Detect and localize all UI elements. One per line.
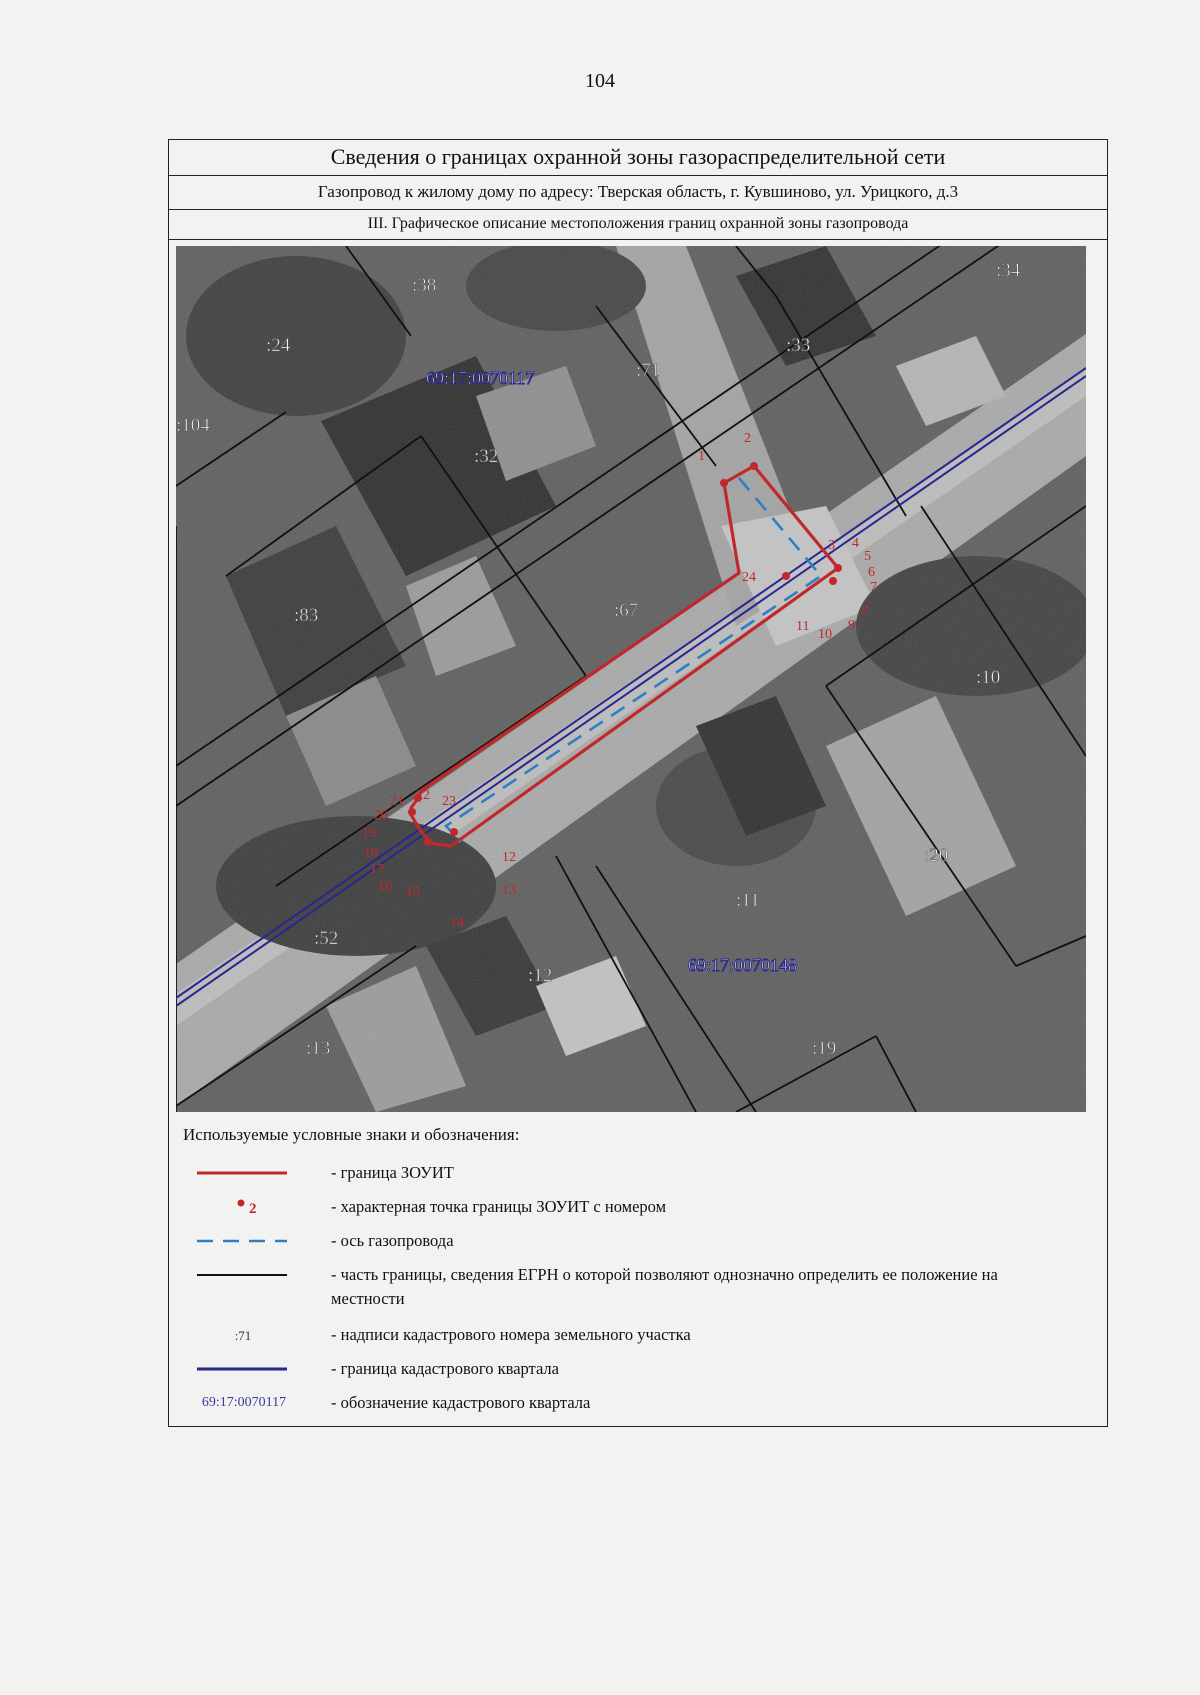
document-frame (168, 139, 1108, 1427)
parcel-label: :33 (786, 335, 811, 356)
parcel-label: :104 (176, 415, 210, 436)
legend-text: - часть границы, сведения ЕГРН о которой позволяют однозначно определить ее положение на местности (331, 1265, 998, 1308)
legend-text: - характерная точка границы ЗОУИТ с номером (331, 1197, 667, 1216)
point-label: 7 (870, 580, 877, 595)
parcel-label: :32 (474, 446, 499, 467)
boundary-point (834, 564, 842, 572)
parcel-label: :20 (924, 845, 949, 866)
legend-symbol-blue-line (191, 1357, 295, 1387)
legend-item-pipeline-axis (183, 1229, 1083, 1261)
point-label: 5 (864, 549, 871, 564)
point-label: 3 (828, 538, 835, 553)
map-view[interactable] (176, 246, 1086, 1112)
point-label: 20 (374, 808, 388, 823)
point-label: 15 (406, 885, 420, 900)
point-label: 9 (848, 618, 855, 633)
legend-text: - граница кадастрового квартала (331, 1359, 559, 1378)
boundary-point (408, 808, 416, 816)
boundary-point (424, 838, 432, 846)
point-label: 1 (698, 449, 705, 464)
legend-item-quarter-label (183, 1391, 1083, 1423)
boundary-point (750, 462, 758, 470)
parcel-label: :11 (736, 890, 760, 911)
point-label: 24 (742, 570, 756, 585)
legend-text: - ось газопровода (331, 1231, 454, 1250)
point-label: 14 (450, 915, 464, 930)
legend-point-number: 2 (249, 1201, 257, 1217)
section-heading: III. Графическое описание местоположения границ охранной зоны газопровода (169, 210, 1107, 240)
point-label: 13 (502, 883, 516, 898)
parcel-label: :38 (412, 275, 437, 296)
legend-symbol-blue-dashed (191, 1229, 295, 1259)
boundary-point (450, 828, 458, 836)
point-label: 11 (796, 619, 810, 634)
legend-quarter-example: 69:17:0070117 (201, 1395, 287, 1410)
legend-text: - надписи кадастрового номера земельного участка (331, 1325, 691, 1344)
document-subtitle: Газопровод к жилому дому по адресу: Тверская область, г. Кувшиново, ул. Урицкого, д.3 (169, 176, 1107, 210)
boundary-point (782, 572, 790, 580)
document-title: Сведения о границах охранной зоны газораспределительной сети (169, 140, 1107, 176)
point-label: 23 (442, 794, 456, 809)
legend-symbol-red-point (191, 1195, 295, 1225)
parcel-label: :52 (314, 928, 339, 949)
boundary-point (829, 577, 837, 585)
parcel-label: :13 (306, 1038, 331, 1059)
point-label: 2 (744, 431, 751, 446)
parcel-label: :71 (636, 360, 661, 381)
legend-item-parcel-boundary (183, 1263, 1083, 1319)
parcel-label: :12 (528, 965, 553, 986)
legend-item-zone-boundary (183, 1161, 1083, 1193)
parcel-label: :83 (294, 605, 319, 626)
point-label: 10 (818, 627, 832, 642)
parcel-label: :19 (812, 1038, 837, 1059)
page-number: 104 (585, 70, 615, 92)
legend-text: - обозначение кадастрового квартала (331, 1393, 591, 1412)
boundary-point (720, 479, 728, 487)
legend-item-quarter-boundary (183, 1357, 1083, 1389)
point-label: 12 (502, 850, 516, 865)
point-label: 21 (390, 794, 404, 809)
point-label: 17 (370, 862, 384, 877)
legend-symbol-black-line (191, 1263, 295, 1293)
point-label: 8 (862, 603, 869, 618)
point-label: 4 (852, 536, 859, 551)
parcel-label: :24 (266, 335, 291, 356)
legend-symbol-red-line (191, 1161, 295, 1191)
point-label: 18 (364, 846, 378, 861)
parcel-label: :10 (976, 667, 1001, 688)
map-canvas (176, 246, 1086, 1112)
point-label: 16 (378, 879, 392, 894)
quarter-label: 69:17:0070148 (688, 955, 798, 975)
quarter-label: 69:17:0070117 (426, 368, 535, 388)
point-label: 22 (416, 788, 430, 803)
parcel-label: :34 (996, 260, 1021, 281)
legend-symbol-parcel-label (191, 1323, 295, 1353)
legend-text: - граница ЗОУИТ (331, 1163, 454, 1182)
legend-item-parcel-number (183, 1323, 1083, 1355)
photo-grain (176, 246, 1086, 1112)
point-label: 6 (868, 565, 875, 580)
parcel-label: :67 (614, 600, 639, 621)
legend-title: Используемые условные знаки и обозначения: (183, 1125, 520, 1144)
legend-symbol-quarter-label (191, 1391, 295, 1421)
legend-item-boundary-point (183, 1195, 1083, 1227)
legend-parcel-example: :71 (234, 1328, 252, 1343)
point-label: 19 (362, 826, 376, 841)
